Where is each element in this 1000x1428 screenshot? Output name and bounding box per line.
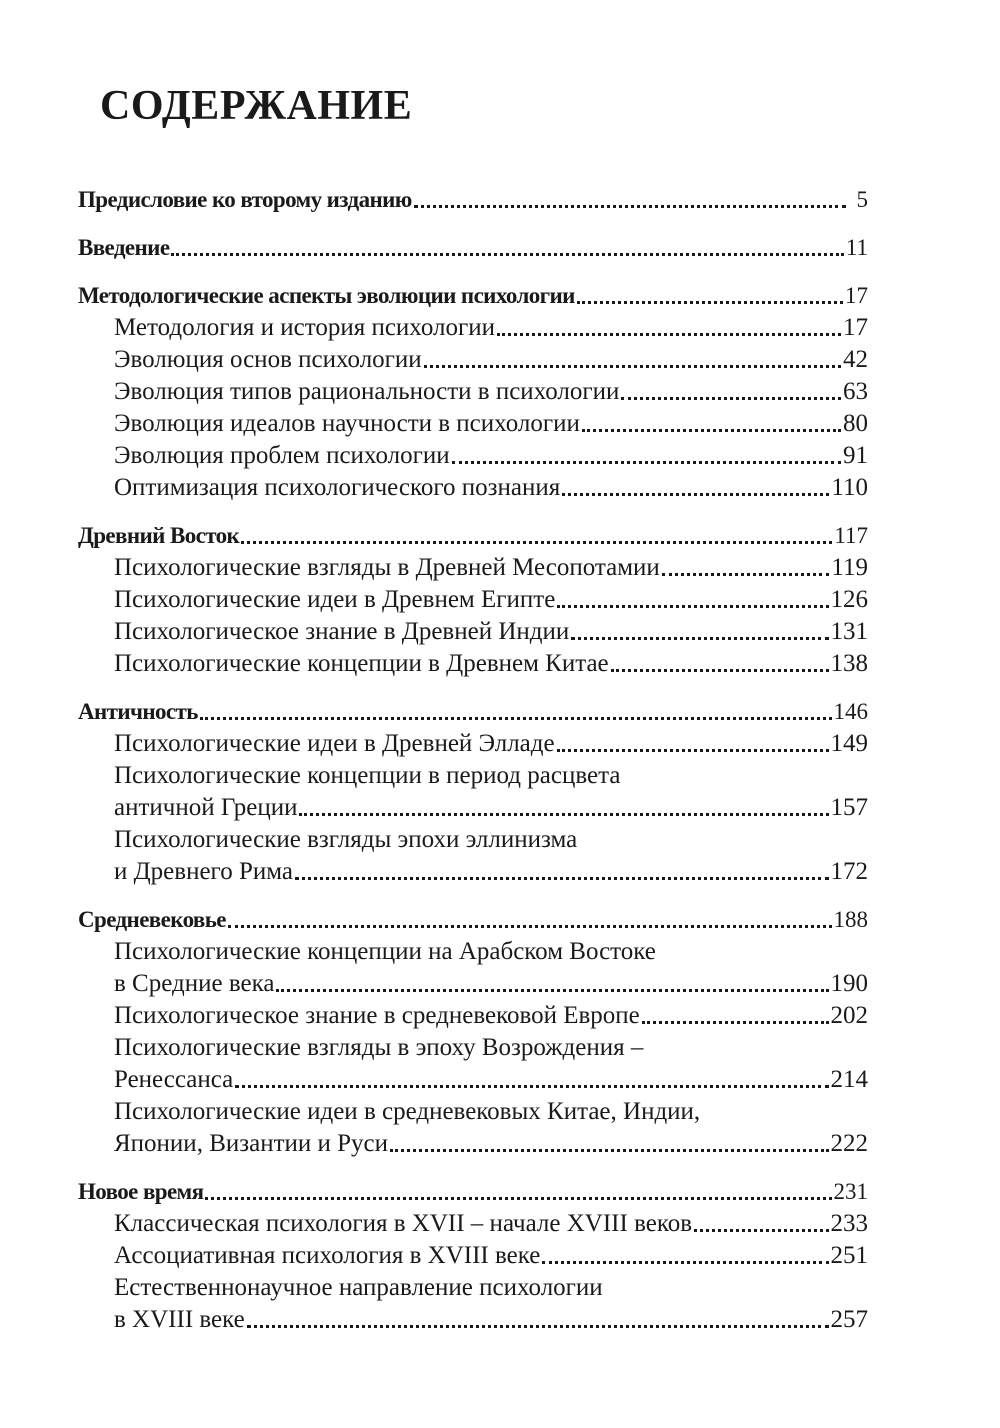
toc-page-number: 131 [830,618,868,645]
toc-entry[interactable] [78,376,868,408]
toc-section [78,232,868,264]
toc-entry-label: в XVIII веке [114,1306,245,1333]
toc-entry[interactable] [78,1304,868,1336]
toc-entry-label: в Средние века [114,970,275,997]
toc-section [78,520,868,680]
toc-heading[interactable] [78,184,868,216]
toc-entry[interactable] [78,616,868,648]
toc-entry[interactable] [78,584,868,616]
toc-entry-label: Средневековье [78,907,226,932]
toc-entry-label: Японии, Византии и Руси [114,1130,389,1157]
toc-page-number: 17 [845,283,868,308]
toc-heading[interactable] [78,904,868,936]
toc-entry-label: Древний Восток [78,523,240,548]
dot-leader [200,717,832,720]
toc-entry-label: Ассоциативная психология в XVIII веке [114,1242,541,1269]
toc-entry-label: Ренессанса [114,1066,234,1093]
toc-entry-label: Психологическое знание в средневековой Европе [114,1002,640,1029]
dot-leader [247,1325,829,1328]
toc-entry-line[interactable]: Психологические концепции в период расцвета [114,762,621,789]
dot-leader [414,205,846,208]
toc-page-number: 110 [831,474,868,501]
toc-entry[interactable] [78,728,868,760]
toc-entry[interactable] [78,1208,868,1240]
dot-leader [694,1229,828,1232]
toc-section [78,904,868,1160]
toc-page-number: 5 [856,187,868,212]
toc-entry-label: Психологические взгляды в Древней Месопотамии [114,554,660,581]
toc-heading[interactable] [78,520,868,552]
toc-entry[interactable] [78,792,868,824]
toc-page-number: 80 [843,410,868,437]
dot-leader [621,397,841,400]
dot-leader [295,877,829,880]
toc-entry[interactable] [78,552,868,584]
dot-leader [571,637,828,640]
dot-leader [424,365,841,368]
dot-leader [390,1149,828,1152]
dot-leader [582,429,841,432]
dot-leader [577,301,843,304]
toc-page-number: 157 [830,794,868,821]
toc-entry-label: Античность [78,699,198,724]
toc-page-number: 251 [830,1242,868,1269]
dot-leader [276,989,828,992]
toc-entry-line[interactable]: Психологические взгляды эпохи эллинизма [114,826,578,853]
toc-page-number: 146 [833,699,868,724]
toc-page-number: 214 [830,1066,868,1093]
dot-leader [642,1021,829,1024]
dot-leader [611,669,829,672]
toc-page-number: 257 [830,1306,868,1333]
toc-entry-label: Психологическое знание в Древней Индии [114,618,570,645]
toc-entry-label: античной Греции [114,794,298,821]
dot-leader [171,253,843,256]
toc-entry[interactable] [78,472,868,504]
toc-entry-label: Психологические концепции в Древнем Китае [114,650,609,677]
toc-page-number: 42 [843,346,868,373]
dot-leader [662,573,830,576]
toc-entry[interactable] [78,1000,868,1032]
dot-leader [497,333,841,336]
dot-leader [557,749,829,752]
toc-entry-label: Новое время [78,1179,204,1204]
toc-page-number: 149 [830,730,868,757]
toc-entry-label: Эволюция проблем психологии [114,442,450,469]
dot-leader [542,1261,828,1264]
toc-entry-label: Методология и история психологии [114,314,496,341]
toc-heading[interactable] [78,280,868,312]
toc-entry-line[interactable]: Психологические концепции на Арабском Востоке [114,938,656,965]
dot-leader [562,493,829,496]
toc-page-number: 190 [830,970,868,997]
toc-page-number: 17 [843,314,868,341]
toc-section [78,280,868,504]
toc-entry-label: Эволюция типов рациональности в психологии [114,378,620,405]
toc-heading[interactable] [78,696,868,728]
toc-entry-label: Эволюция идеалов научности в психологии [114,410,580,437]
toc-entry-line[interactable]: Психологические взгляды в эпоху Возрождения – [114,1034,644,1061]
dot-leader [235,1085,828,1088]
toc-entry[interactable] [78,1128,868,1160]
toc-entry-label: Эволюция основ психологии [114,346,422,373]
toc-section [78,696,868,888]
toc-section [78,184,868,216]
toc-heading[interactable] [78,232,868,264]
toc-page-number: 188 [833,907,868,932]
toc-entry[interactable] [78,968,868,1000]
toc-heading[interactable] [78,1176,868,1208]
toc-page-number: 63 [843,378,868,405]
dot-leader [228,925,832,928]
toc-page-number: 138 [830,650,868,677]
toc-entry[interactable] [78,408,868,440]
toc-entry-label: Оптимизация психологического познания [114,474,561,501]
toc-entry-label: Классическая психология в XVII – начале XVIII веков [114,1210,693,1237]
toc-page-number: 91 [843,442,868,469]
toc-entry-label: Введение [78,235,170,260]
table-of-contents [78,184,868,1352]
toc-page-number: 119 [831,554,868,581]
dot-leader [452,461,841,464]
toc-entry-label: и Древнего Рима [114,858,293,885]
toc-page-number: 172 [830,858,868,885]
dot-leader [241,541,832,544]
toc-page-number: 117 [834,523,868,548]
dot-leader [557,605,828,608]
toc-page-number: 222 [830,1130,868,1157]
toc-entry-line[interactable]: Естественнонаучное направление психологии [114,1274,603,1301]
toc-page-number: 233 [830,1210,868,1237]
toc-entry[interactable] [78,344,868,376]
toc-page-number: 126 [830,586,868,613]
toc-entry[interactable] [78,440,868,472]
toc-page-number: 11 [845,235,868,260]
page-title: СОДЕРЖАНИЕ [100,83,413,129]
toc-entry[interactable] [78,648,868,680]
toc-entry-line[interactable]: Психологические идеи в средневековых Китае, Индии, [114,1098,701,1125]
toc-entry-label: Предисловие ко второму изданию [78,187,412,212]
dot-leader [205,1197,831,1200]
dot-leader [299,813,828,816]
toc-entry-label: Психологические идеи в Древней Элладе [114,730,555,757]
toc-entry[interactable] [78,1240,868,1272]
toc-page-number: 231 [833,1179,868,1204]
toc-entry-label: Психологические идеи в Древнем Египте [114,586,556,613]
toc-entry[interactable] [78,312,868,344]
toc-entry[interactable] [78,856,868,888]
toc-section [78,1176,868,1336]
toc-entry[interactable] [78,1064,868,1096]
toc-entry-label: Методологические аспекты эволюции психологии [78,283,575,308]
toc-page-number: 202 [830,1002,868,1029]
